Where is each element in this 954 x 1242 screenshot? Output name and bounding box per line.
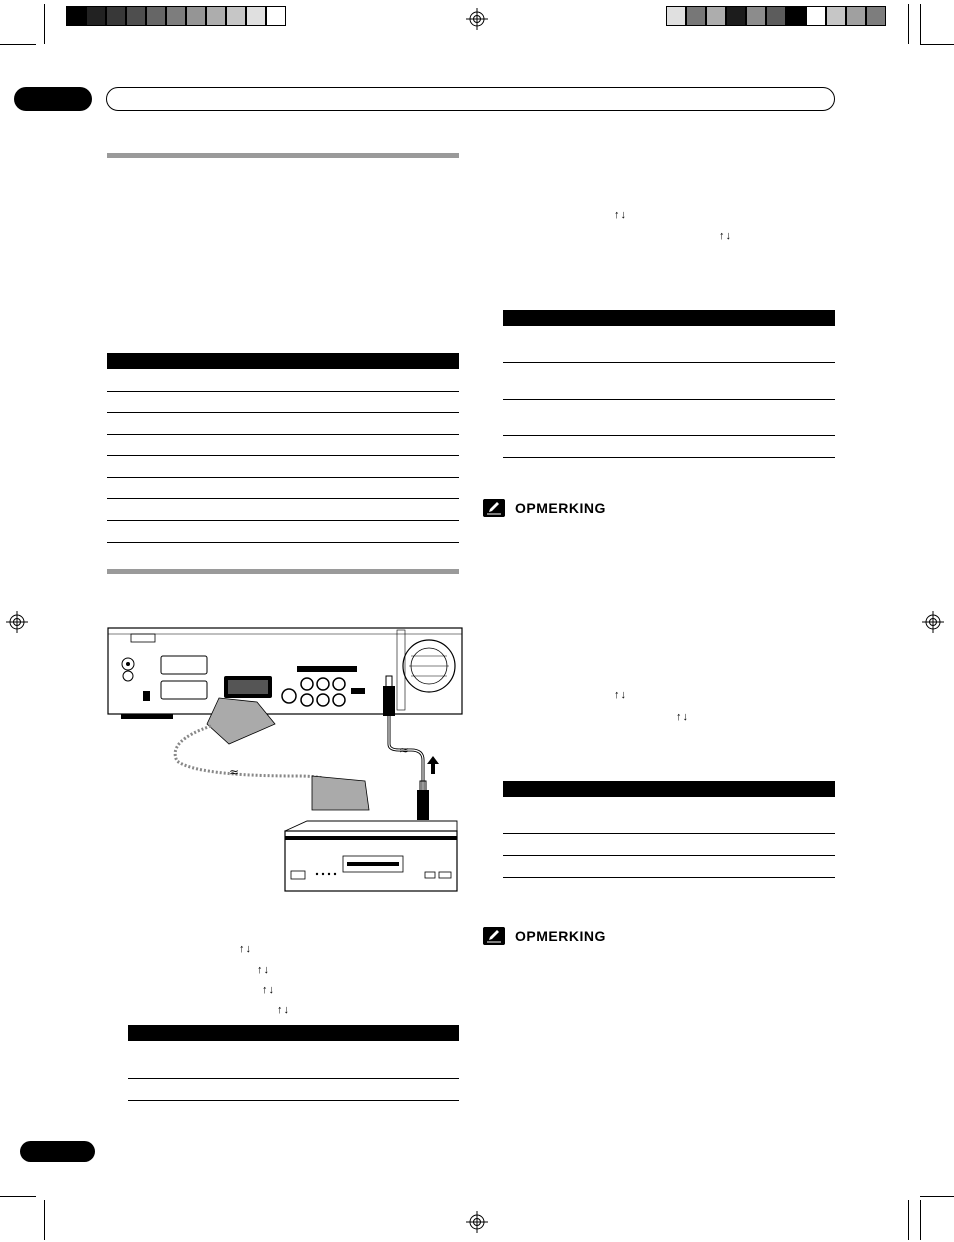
color-swatch	[86, 6, 106, 26]
color-swatch	[166, 6, 186, 26]
svg-text:≈: ≈	[229, 765, 240, 779]
table-row-divider	[503, 435, 835, 436]
table-row-divider	[107, 498, 459, 499]
table-row-divider	[107, 542, 459, 543]
table-row-divider	[107, 477, 459, 478]
table-row-divider	[107, 391, 459, 392]
color-swatch	[706, 6, 726, 26]
table-row-divider	[128, 1100, 459, 1101]
color-swatch	[126, 6, 146, 26]
color-swatch	[766, 6, 786, 26]
table-row-divider	[107, 434, 459, 435]
up-down-arrow-icon: ↑↓	[676, 711, 689, 723]
table-header	[107, 353, 459, 369]
header-frame	[106, 87, 835, 111]
registration-mark-icon	[922, 611, 944, 633]
chapter-tab	[14, 87, 92, 111]
table-header	[128, 1025, 459, 1041]
color-swatch	[786, 6, 806, 26]
table-row-divider	[107, 455, 459, 456]
page-number-tab	[20, 1141, 95, 1162]
color-swatch	[746, 6, 766, 26]
note-title: OPMERKING	[515, 928, 606, 944]
color-swatch	[266, 6, 286, 26]
crop-mark	[44, 1200, 45, 1240]
color-swatch	[846, 6, 866, 26]
color-swatch	[226, 6, 246, 26]
table-row-divider	[503, 457, 835, 458]
table-row-divider	[503, 399, 835, 400]
up-down-arrow-icon: ↑↓	[257, 964, 270, 976]
crop-mark	[0, 1196, 36, 1197]
crop-mark	[908, 1200, 909, 1240]
up-down-arrow-icon: ↑↓	[614, 209, 627, 221]
registration-mark-icon	[466, 8, 488, 30]
connection-illustration	[107, 626, 463, 896]
section-bar	[107, 569, 459, 574]
up-down-arrow-icon: ↑↓	[277, 1004, 290, 1016]
color-swatch	[186, 6, 206, 26]
color-swatch	[686, 6, 706, 26]
registration-mark-icon	[466, 1211, 488, 1233]
crop-mark	[908, 4, 909, 44]
color-swatch	[826, 6, 846, 26]
color-swatch	[806, 6, 826, 26]
up-down-arrow-icon: ↑↓	[262, 984, 275, 996]
table-row-divider	[107, 412, 459, 413]
up-down-arrow-icon: ↑↓	[614, 689, 627, 701]
up-down-arrow-icon: ↑↓	[719, 230, 732, 242]
table-row-divider	[503, 362, 835, 363]
table-header	[503, 781, 835, 797]
registration-mark-icon	[6, 611, 28, 633]
table-header	[503, 310, 835, 326]
note-pencil-icon	[483, 499, 505, 517]
color-swatch	[66, 6, 86, 26]
color-swatch	[246, 6, 266, 26]
up-down-arrow-icon: ↑↓	[239, 943, 252, 955]
crop-mark	[920, 1200, 921, 1240]
table-row-divider	[503, 877, 835, 878]
table-row-divider	[503, 833, 835, 834]
crop-mark	[920, 1196, 954, 1197]
svg-text:≈: ≈	[399, 743, 410, 757]
color-swatch	[206, 6, 226, 26]
crop-mark	[0, 44, 36, 45]
section-bar	[107, 153, 459, 158]
crop-mark	[920, 44, 954, 45]
table-row-divider	[128, 1078, 459, 1079]
note-pencil-icon	[483, 927, 505, 945]
color-swatch	[726, 6, 746, 26]
crop-mark	[44, 4, 45, 44]
table-row-divider	[107, 520, 459, 521]
color-swatch	[146, 6, 166, 26]
color-swatch	[106, 6, 126, 26]
color-swatch	[866, 6, 886, 26]
color-swatch	[666, 6, 686, 26]
table-row-divider	[503, 855, 835, 856]
crop-mark	[920, 4, 921, 44]
note-title: OPMERKING	[515, 500, 606, 516]
